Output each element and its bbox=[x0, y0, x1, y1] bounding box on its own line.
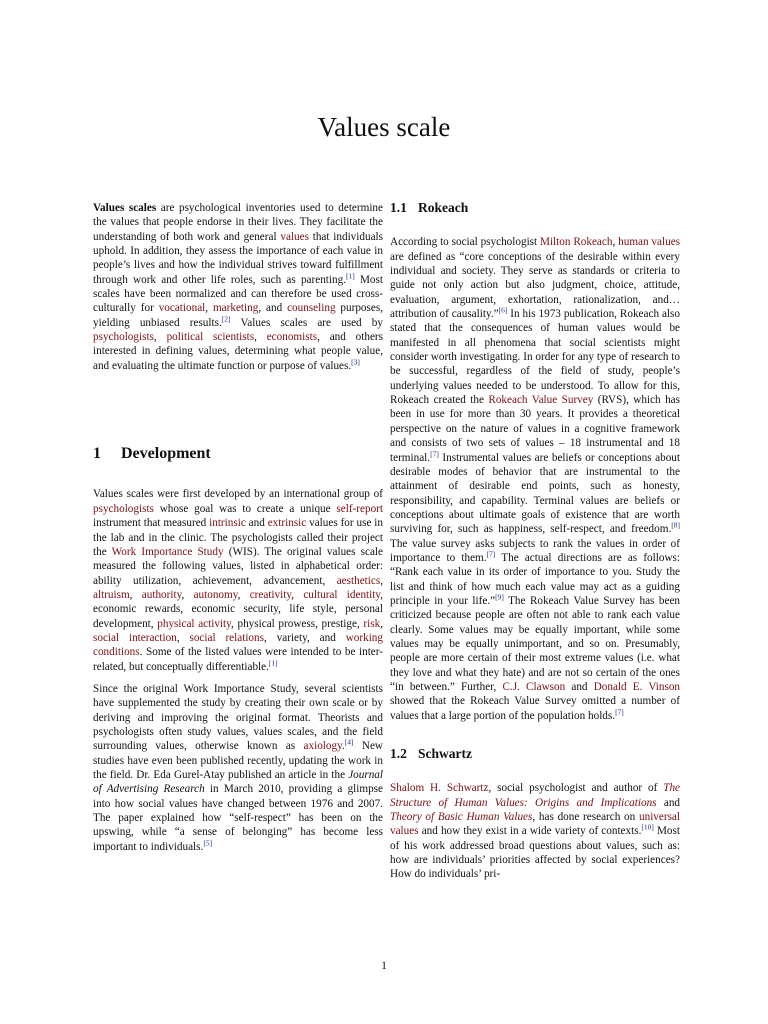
section-number: 1.1 bbox=[390, 200, 407, 215]
citation-5[interactable]: [5] bbox=[203, 837, 213, 847]
citation-6[interactable]: [6] bbox=[498, 305, 508, 315]
link-psychologists[interactable]: psychologists bbox=[93, 331, 154, 344]
link-economists[interactable]: economists bbox=[266, 331, 318, 344]
link-theory-of-basic-human-values[interactable]: Theory of Basic Human Values bbox=[390, 811, 533, 824]
page-number: 1 bbox=[381, 960, 387, 972]
citation-1b[interactable]: [1] bbox=[268, 657, 278, 667]
link-risk[interactable]: risk bbox=[363, 617, 381, 630]
link-shalom-schwartz[interactable]: Shalom H. Schwartz bbox=[390, 782, 489, 795]
link-physical-activity[interactable]: physical activity bbox=[157, 617, 232, 630]
link-donald-vinson[interactable]: Donald E. Vinson bbox=[593, 681, 681, 693]
citation-7b[interactable]: [7] bbox=[486, 549, 496, 559]
section-heading-schwartz: 1.2 Schwartz bbox=[390, 746, 472, 762]
citation-4[interactable]: [4] bbox=[344, 737, 354, 747]
section-number: 1.2 bbox=[390, 746, 407, 762]
link-milton-rokeach[interactable]: Milton Rokeach bbox=[540, 236, 613, 249]
link-autonomy[interactable]: autonomy bbox=[193, 588, 238, 601]
link-work-importance-study[interactable]: Work Importance Study bbox=[111, 545, 224, 558]
development-paragraph-1: Values scales were first developed by an international group of psychologists whose goal was to create a unique self-report instrument that measured intrinsic and extrinsic values for use in the lab and in the clinic. The psychologists called their project the Work Importance Study (WIS). The original values scale measured the following values, listed in alphabetical order: ability utilization, achievement, advancement, aesthetics, altruism, authority, autonomy, creativity, cultural identity, economic rewards, economic security, life style, personal development, physical activity, physical prowess, prestige, risk, social interaction, social relations, variety, and working conditions. Some of the listed values were intended to be inter-related, but conceptually differentiable.[1] bbox=[93, 488, 384, 673]
rokeach-paragraph: According to social psychologist Milton Rokeach, human values are defined as “core conceptions of the desirable within every individual and society. They serve as standards or criteria to guide not only action but also judgment, choice, attitude, evaluation, argument, exhortation, rationalization, and…attribution of causality.”[6] In his 1973 publication, Rokeach also stated that the consequences of human values would be manifested in all phenomena that social scientists might consider worth investigating. In order for any type of research to be successful, regardless of the field of study, people’s underlying values needed to be understood. To allow for this, Rokeach created the Rokeach Value Survey (RVS), which has been in use for more than 30 years. It provides a theoretical perspective on the nature of values in a cognitive framework and consists of two sets of values – 18 instrumental and 18 terminal.[7] Instrumental values are beliefs or conceptions about desirable modes of behavior that are instrumental to the attainment of desirable end points, such as honesty, responsibility, and capability. Terminal values are beliefs or conceptions about ultimate goals of existence that are worth surviving for, such as happiness, self-respect, and freedom.[8] The value survey asks subjects to rank the values in order of importance to them.[7] The actual directions are as follows: “Rank each value in its order of importance to you. Study the list and think of how much each value may act as a guiding principle in your life.”[9] The Rokeach Value Survey has been criticized because people are often not able to rank each value clearly. Some values may be equally important, while some values may be equally unimportant, and so on. Presumably, people are more certain of their most extreme values (i.e. what they love and what they hate) and are not so certain of the ones “in between.” Further, C.J. Clawson and Donald E. Vinson showed that the Rokeach Value Survey omitted a number of values that a large portion of the population holds.[7] bbox=[390, 236, 681, 722]
link-authority[interactable]: authority bbox=[141, 588, 182, 601]
link-counseling[interactable]: counseling bbox=[287, 302, 336, 315]
link-political-scientists[interactable]: political scientists bbox=[166, 331, 255, 344]
intro-paragraph: Values scales are psychological inventories used to determine the values that people endorse in their lives. They facilitate the understanding of both work and general values that individuals uphold. In addition, they assess the importance of each value in people’s lives and how the individual strives toward fulfillment through work and other life roles, such as parenting.[1] Most scales have been normalized and can therefore be used cross-culturally for vocational, marketing, and counseling purposes, yielding unbiased results.[2] Values scales are used by psychologists, political scientists, economists, and others interested in defining values, determining what people value, and evaluating the ultimate function or purpose of values.[3] bbox=[93, 202, 384, 372]
citation-10[interactable]: [10] bbox=[641, 822, 654, 832]
link-working-conditions[interactable]: working conditions bbox=[93, 631, 383, 659]
citation-7[interactable]: [7] bbox=[430, 448, 439, 458]
section-number: 1 bbox=[93, 445, 101, 463]
link-aesthetics[interactable]: aesthetics bbox=[336, 574, 381, 587]
link-extrinsic[interactable]: extrinsic bbox=[267, 517, 307, 530]
citation-7c[interactable]: [7] bbox=[615, 706, 624, 716]
link-altruism[interactable]: altruism bbox=[93, 588, 130, 601]
link-social-interaction[interactable]: social interaction bbox=[93, 631, 177, 644]
link-cultural-identity[interactable]: cultural identity bbox=[303, 588, 381, 601]
link-self-report[interactable]: self-report bbox=[336, 502, 383, 515]
schwartz-paragraph: Shalom H. Schwartz, social psychologist and author of The Structure of Human Values: Origins and Implications and Theory of Basic Human Values, has done research on universal values and how they exist in a wide variety of contexts.[10] Most of his work addressed broad questions about values, such as: how are individuals’ priorities affected by social experiences? How do individuals’ pri- bbox=[390, 782, 681, 881]
section-heading-rokeach: 1.1 Rokeach bbox=[390, 200, 469, 215]
citation-3[interactable]: [3] bbox=[351, 357, 360, 367]
link-creativity[interactable]: creativity bbox=[249, 588, 292, 601]
citation-2[interactable]: [2] bbox=[221, 314, 231, 324]
link-universal-values[interactable]: universal values bbox=[390, 811, 681, 838]
link-marketing[interactable]: marketing bbox=[212, 302, 259, 315]
link-vocational[interactable]: vocational bbox=[158, 302, 206, 315]
section-heading-development: 1 Development bbox=[93, 445, 211, 463]
citation-1[interactable]: [1] bbox=[346, 270, 355, 280]
link-structure-of-human-values[interactable]: The Structure of Human Values: Origins and Implications bbox=[390, 782, 681, 809]
link-psychologists-2[interactable]: psychologists bbox=[93, 502, 154, 515]
link-intrinsic[interactable]: intrinsic bbox=[209, 517, 246, 530]
link-cj-clawson[interactable]: C.J. Clawson bbox=[502, 681, 566, 693]
link-human-values[interactable]: human values bbox=[618, 236, 681, 249]
citation-8[interactable]: [8] bbox=[671, 520, 680, 530]
right-column bbox=[390, 201, 680, 882]
left-column bbox=[93, 201, 383, 854]
link-rokeach-value-survey[interactable]: Rokeach Value Survey bbox=[488, 394, 594, 407]
term-values-scales: Values scales bbox=[93, 202, 157, 214]
link-social-relations[interactable]: social relations bbox=[189, 631, 264, 644]
journal-title: Journal of Advertising Research bbox=[93, 769, 383, 796]
link-axiology[interactable]: axiology bbox=[303, 740, 342, 753]
citation-9[interactable]: [9] bbox=[495, 592, 504, 602]
development-paragraph-2: Since the original Work Importance Study, several scientists have supplemented the study by creating their own scale or by deriving and improving the original format. Theorists and psychologists often study values, values scales, and the field surrounding values, otherwise known as axiology.[4] New studies have even been published recently, updating the work in the field. Dr. Eda Gurel-Atay published an article in the Journal of Advertising Research in March 2010, providing a glimpse into how social values have changed between 1976 and 2007. The paper explained how “self-respect” has been on the upswing, while “a sense of belonging” has become less important to individuals.[5] bbox=[93, 682, 384, 853]
link-values[interactable]: values bbox=[280, 230, 309, 243]
page-title: Values scale bbox=[317, 112, 451, 142]
